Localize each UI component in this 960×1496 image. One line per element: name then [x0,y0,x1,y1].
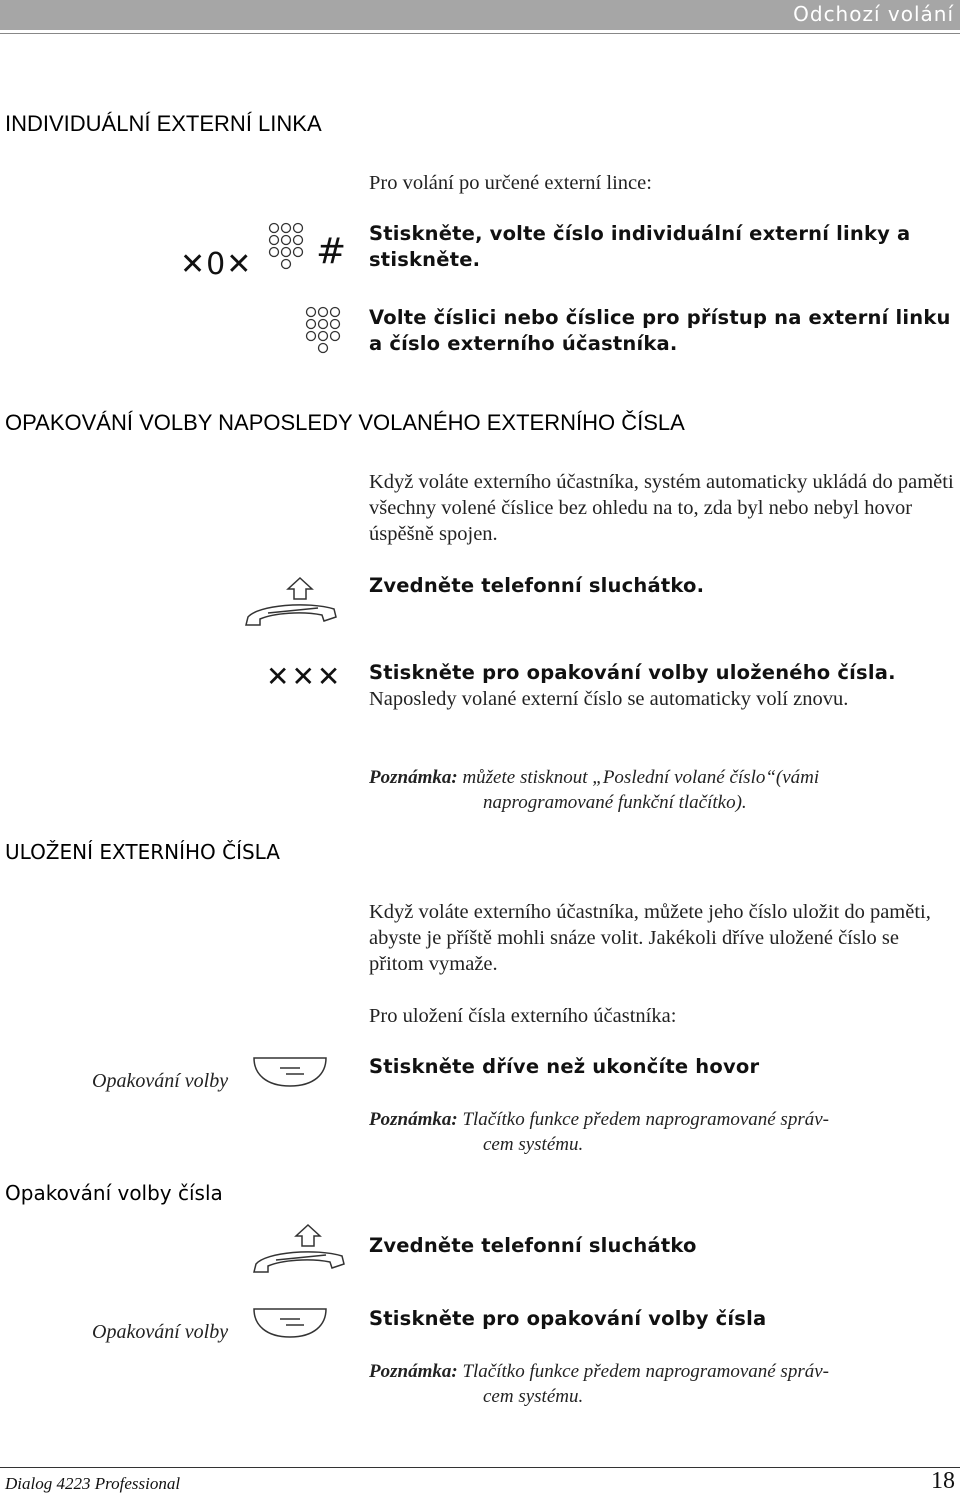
header-divider [0,33,960,34]
footer-divider [0,1467,960,1468]
note-label: Poznámka: [369,767,458,788]
note-label: Poznámka: [369,1109,458,1130]
repeat-step1: Zvedněte telefonní sluchátko [369,1234,697,1257]
redial-step2-bold: Stiskněte pro opakování volby uloženého čísla. [369,661,896,684]
footer-model: Dialog 4223 Professional [5,1474,181,1493]
star-zero-star-keys: ✕0✕ [180,247,253,282]
softkey-label: Opakování volby [92,1321,229,1343]
triple-star-keys: ✕✕✕ [266,660,343,693]
individual-step2: Volte číslici nebo číslice pro přístup na externí linku a číslo externího účastníka. [369,306,951,355]
note-text-line2: cem systému. [483,1386,584,1407]
repeat-note [369,1359,957,1409]
handset-lift-icon [246,1222,352,1276]
redial-step1: Zvedněte telefonní sluchátko. [369,574,705,597]
keypad-icon [305,306,345,364]
page-header-title: Odchozí volání [793,2,954,26]
section-heading-redial: OPAKOVÁNÍ VOLBY NAPOSLEDY VOLANÉHO EXTERNÍHO ČÍSLA [5,410,685,435]
note-text-line2: cem systému. [483,1134,584,1155]
note-label: Poznámka: [369,1361,458,1382]
redial-step2-text: Naposledy volané externí číslo se automaticky volí znovu. [369,688,849,710]
store-note [369,1107,957,1157]
handset-lift-icon [238,575,344,627]
store-intro: Když voláte externího účastníka, můžete jeho číslo uložit do paměti, abyste je příště mohli snáze volit. Jakékoli dříve uložené číslo se přitom vymaže. [369,901,931,975]
hash-key-icon: # [316,231,347,272]
section-heading-individual: INDIVIDUÁLNÍ EXTERNÍ LINKA [5,111,322,136]
repeat-step2: Stiskněte pro opakování volby čísla [369,1307,767,1330]
softkey-icon[interactable] [252,1054,328,1088]
redial-note [369,765,957,815]
note-text-line1: Tlačítko funkce předem naprogramované správ- [462,1109,829,1130]
keypad-icon [268,222,308,280]
section-heading-repeat: Opakování volby čísla [5,1181,223,1205]
page-number: 18 [931,1468,955,1494]
note-text-line1: můžete stisknout „Poslední volané číslo“(vámi [462,767,820,788]
redial-intro: Když voláte externího účastníka, systém automaticky ukládá do paměti všechny volené číslice bez ohledu na to, zda byl nebo nebyl hovor úspěšně spojen. [369,471,954,545]
softkey-icon[interactable] [252,1305,328,1339]
individual-step1: Stiskněte, volte číslo individuální externí linky a stiskněte. [369,222,911,271]
note-text-line2: naprogramované funkční tlačítko). [483,792,747,813]
individual-intro: Pro volání po určené externí lince: [369,172,652,194]
note-text-line1: Tlačítko funkce předem naprogramované správ- [462,1361,829,1382]
store-intro2: Pro uložení čísla externího účastníka: [369,1005,677,1027]
softkey-label: Opakování volby [92,1070,229,1092]
store-step1: Stiskněte dříve než ukončíte hovor [369,1055,760,1078]
section-heading-store: ULOŽENÍ EXTERNÍHO ČÍSLA [5,840,280,864]
